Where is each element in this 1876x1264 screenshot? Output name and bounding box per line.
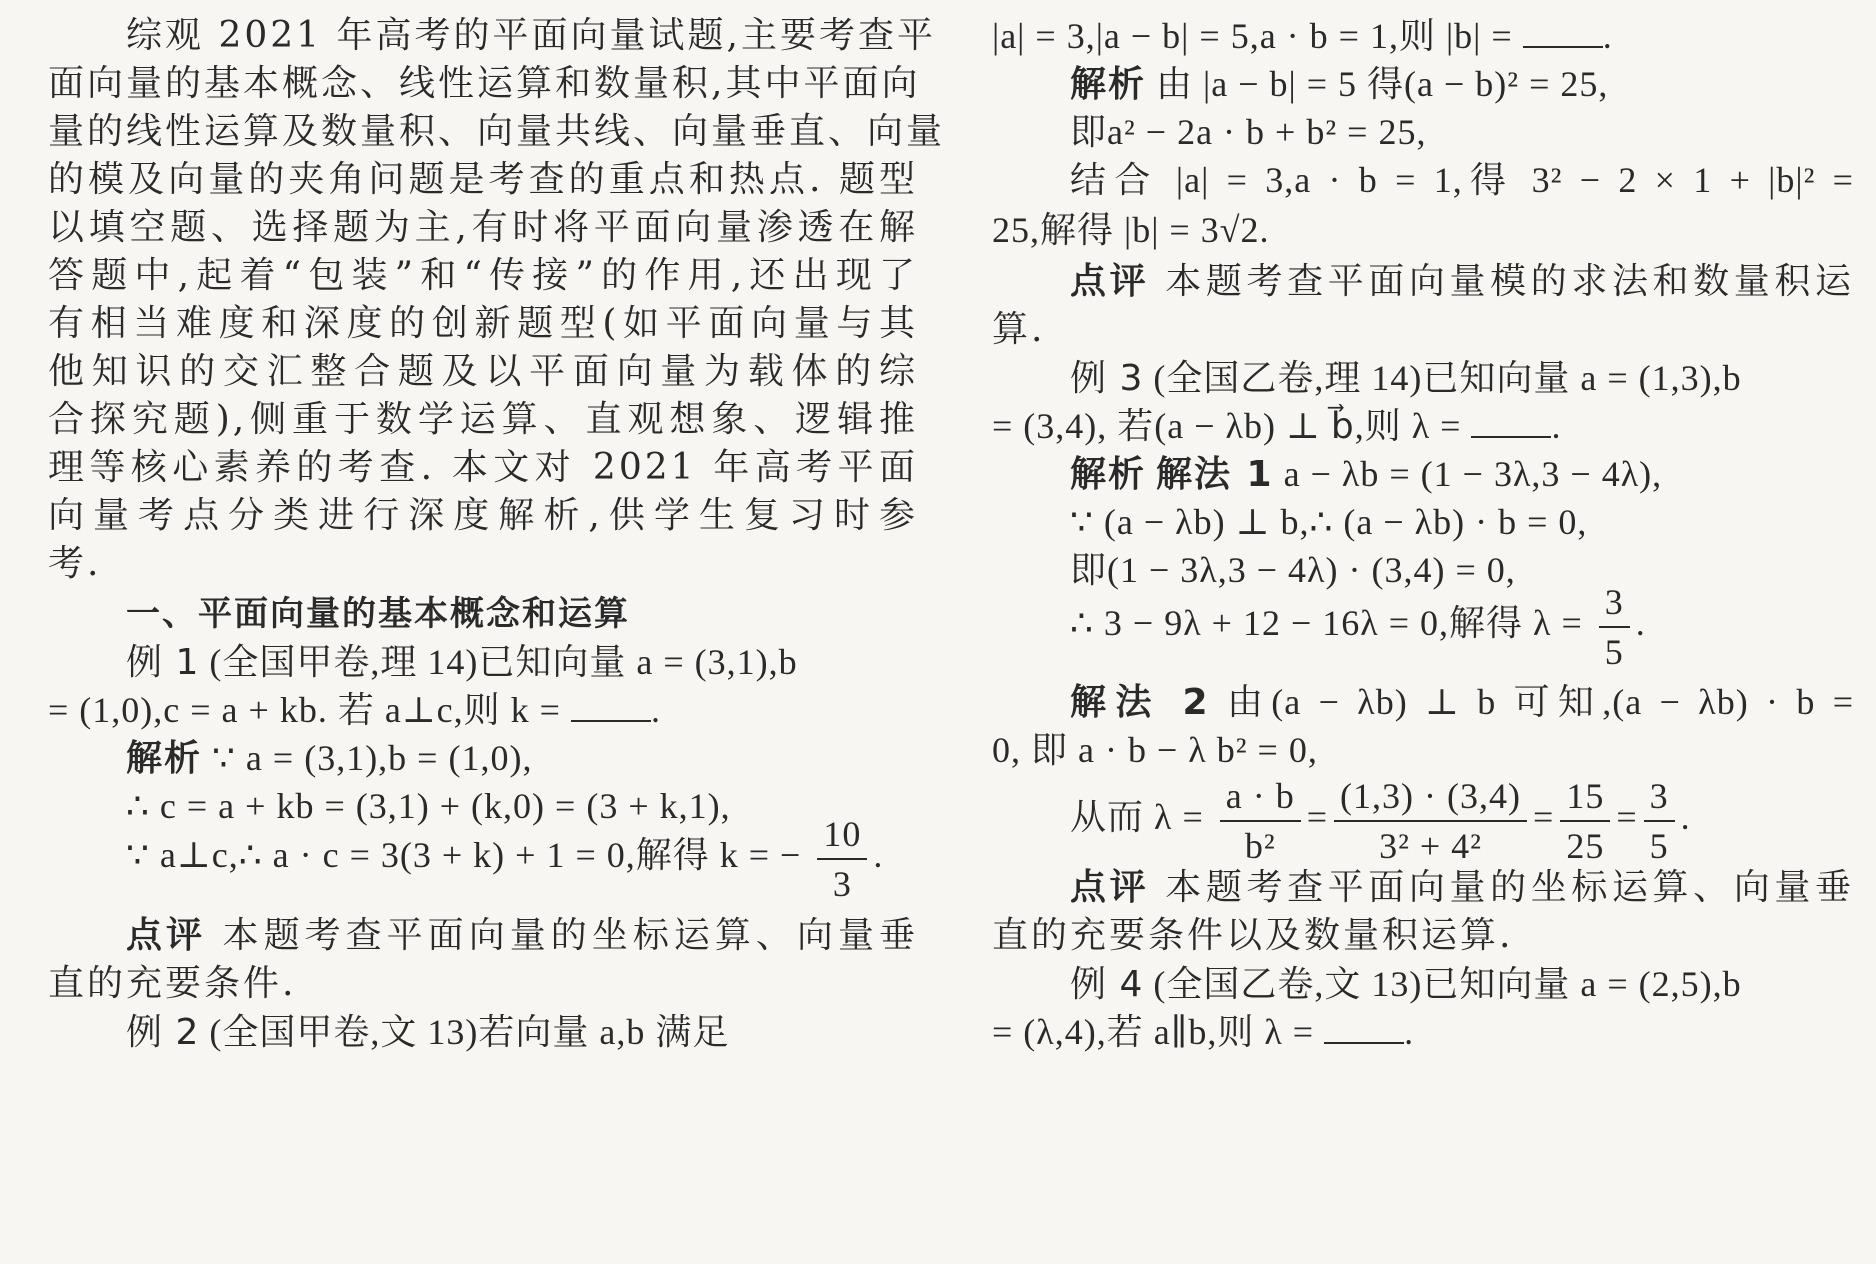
denominator: 5 — [1649, 825, 1669, 866]
fraction — [817, 813, 867, 904]
comment-text: 本题考查平面向量的坐标运算、向量垂 — [222, 915, 918, 956]
example-label: 例 3 — [1070, 358, 1144, 399]
section-heading: 一、平面向量的基本概念和运算 — [126, 594, 630, 634]
example-text: (全国乙卷,理 14)已知向量 a = (1,3),b — [1153, 358, 1742, 398]
equals-sign: = — [1306, 797, 1329, 837]
numerator: 15 — [1560, 778, 1610, 822]
solution-line: 25,解得 |b| = 3√2. — [992, 210, 1270, 250]
period: . — [873, 835, 884, 875]
fraction — [1644, 775, 1675, 866]
answer-blank — [1471, 402, 1551, 438]
example-label: 例 4 — [1070, 964, 1144, 1005]
comment-text: 本题考查平面向量模的求法和数量积运 — [1165, 261, 1854, 302]
answer-blank — [571, 686, 651, 722]
solution-label: 解析 — [126, 738, 203, 779]
comment-line: 直的充要条件. — [48, 963, 297, 1004]
comment-line: 算. — [992, 309, 1046, 350]
denominator: 3² + 4² — [1379, 825, 1482, 866]
solution-text: a − λb = (1 − 3λ,3 − 4λ), — [1283, 454, 1663, 494]
comment-label: 点评 — [1070, 261, 1150, 302]
intro-line: 考. — [48, 543, 102, 584]
comment-label: 点评 — [126, 915, 207, 956]
example-text: = (λ,4),若 a∥b,则 λ = — [992, 1012, 1315, 1052]
equals-sign: = — [1616, 797, 1638, 837]
solution-text: 由 |a − b| = 5 得(a − b)² = 25, — [1156, 64, 1609, 104]
numerator: 10 — [817, 816, 867, 860]
method-label: 解法 2 — [1070, 682, 1210, 723]
solution-line: 结合 |a| = 3,a · b = 1,得 3² − 2 × 1 + |b|² = — [1070, 160, 1854, 200]
intro-line: 以填空题、选择题为主,有时将平面向量渗透在解 — [48, 207, 918, 248]
example-text: (全国乙卷,文 13)已知向量 a = (2,5),b — [1153, 964, 1742, 1004]
solution-line-fraction — [48, 800, 883, 910]
example-label: 例 1 — [126, 642, 200, 683]
intro-line: 的模及向量的夹角问题是考查的重点和热点. 题型 — [48, 159, 918, 200]
solution-text: ∴ 3 − 9λ + 12 − 16λ = 0,解得 λ = — [1070, 603, 1583, 643]
comment-line: 直的充要条件以及数量积运算. — [992, 915, 1514, 956]
numerator: (1,3) · (3,4) — [1334, 778, 1527, 822]
solution-line: 0, 即 a · b − λ b² = 0, — [992, 730, 1318, 770]
fraction — [1560, 775, 1610, 866]
intro-line: 合探究题),侧重于数学运算、直观想象、逻辑推 — [48, 399, 918, 440]
solution-line-fraction — [992, 568, 1646, 678]
solution-line: ∴ c = a + kb = (3,1) + (k,0) = (3 + k,1), — [126, 786, 731, 826]
denominator: b² — [1244, 825, 1276, 866]
period: . — [1680, 797, 1691, 837]
example-2-line — [48, 1004, 918, 1060]
intro-line: 综观 2021 年高考的平面向量试题,主要考查平 — [126, 15, 936, 56]
intro-line: 向量考点分类进行深度解析,供学生复习时参 — [48, 495, 918, 536]
answer-blank — [1324, 1008, 1404, 1044]
numerator: 3 — [1599, 584, 1630, 628]
period: . — [1635, 603, 1646, 643]
numerator: a · b — [1220, 778, 1301, 822]
intro-line: 有相当难度和深度的创新题型(如平面向量与其 — [48, 303, 918, 344]
solution-text: ∵ a = (3,1),b = (1,0), — [212, 738, 533, 778]
intro-line: 答题中,起着“包装”和“传接”的作用,还出现了 — [48, 255, 918, 296]
solution-label: 解析 — [1070, 454, 1147, 495]
solution-text: 由(a − λb) ⊥ b 可知,(a − λb) · b = — [1226, 682, 1854, 722]
denominator: 5 — [1604, 631, 1624, 672]
numerator: 3 — [1644, 778, 1675, 822]
example-text: (全国甲卷,理 14)已知向量 a = (3,1),b — [209, 642, 798, 682]
equals-sign: = — [1533, 797, 1555, 837]
denominator: 3 — [832, 863, 852, 904]
solution-line: 即a² − 2a · b + b² = 25, — [1070, 112, 1427, 152]
example-label: 例 2 — [126, 1012, 200, 1053]
answer-blank — [1523, 12, 1603, 48]
intro-line: 面向量的基本概念、线性运算和数量积,其中平面向 — [48, 63, 921, 104]
period: . — [650, 690, 661, 730]
denominator: 25 — [1566, 825, 1605, 866]
period: . — [1404, 1012, 1415, 1052]
fraction — [1334, 775, 1527, 866]
solution-text: 从而 λ = — [1070, 797, 1204, 837]
method-label: 解法 1 — [1156, 454, 1274, 495]
solution-line: 即(1 − 3λ,3 − 4λ) · (3,4) = 0, — [1070, 550, 1516, 590]
example-text: = (1,0),c = a + kb. 若 a⊥c,则 k = — [48, 690, 561, 730]
example-text: = (3,4), 若(a − λb) ⊥ b⃗,则 λ = — [992, 406, 1462, 446]
intro-line: 理等核心素养的考查. 本文对 2021 年高考平面 — [48, 447, 918, 488]
fraction — [1599, 581, 1630, 672]
period: . — [1602, 16, 1613, 56]
intro-line: 他知识的交汇整合题及以平面向量为载体的综 — [48, 351, 918, 392]
solution-line-fraction — [992, 762, 1691, 872]
comment-label: 点评 — [1070, 867, 1150, 908]
solution-label: 解析 — [1070, 64, 1147, 105]
solution-line: ∵ (a − λb) ⊥ b,∴ (a − λb) · b = 0, — [1070, 502, 1588, 542]
example-4-line — [992, 1004, 1854, 1060]
fraction — [1220, 775, 1301, 866]
example-text: |a| = 3,|a − b| = 5,a · b = 1,则 |b| = — [992, 16, 1513, 56]
period: . — [1551, 406, 1562, 446]
solution-text: ∵ a⊥c,∴ a · c = 3(3 + k) + 1 = 0,解得 k = − — [126, 835, 802, 875]
example-text: (全国甲卷,文 13)若向量 a,b 满足 — [209, 1012, 730, 1052]
comment-text: 本题考查平面向量的坐标运算、向量垂 — [1165, 867, 1854, 908]
intro-line: 量的线性运算及数量积、向量共线、向量垂直、向量 — [48, 111, 946, 152]
